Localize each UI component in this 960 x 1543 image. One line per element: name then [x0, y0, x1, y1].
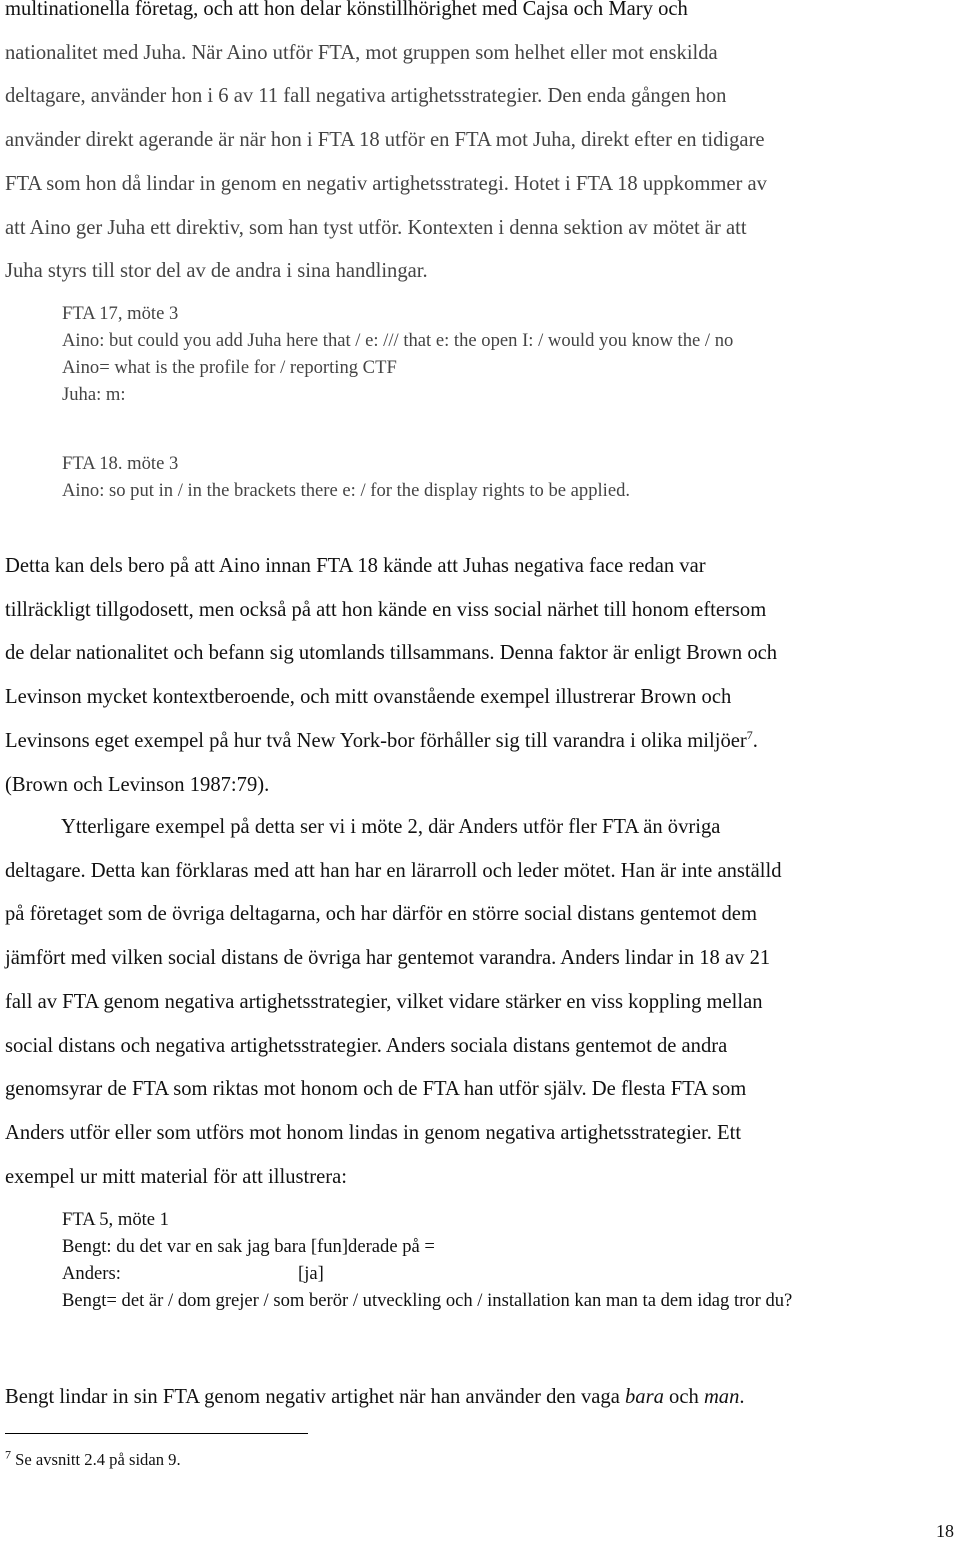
- text-line: använder direkt agerande är när hon i FTA 18 utför en FTA mot Juha, direkt efter en tidigare: [5, 129, 765, 152]
- paragraph-3: [5, 806, 957, 1199]
- text-line: deltagare. Detta kan förklaras med att han har en lärarroll och leder mötet. Han är inte anställd: [5, 859, 782, 882]
- text-line: Levinson mycket kontextberoende, och mitt ovanstående exempel illustrerar Brown och: [5, 686, 732, 709]
- transcript-line: Bengt: du det var en sak jag bara [fun]derade på =: [62, 1236, 435, 1257]
- closing-sentence: [5, 1376, 957, 1420]
- text-line: Ytterligare exempel på detta ser vi i möte 2, där Anders utför fler FTA än övriga: [61, 816, 721, 838]
- text-line: tillräckligt tillgodosett, men också på att hon kände en viss social närhet till honom eftersom: [5, 598, 767, 621]
- page-number: 18: [936, 1521, 954, 1541]
- text-line: multinationella företag, och att hon delar könstillhörighet med Cajsa och Mary och: [5, 0, 688, 20]
- emphasis-word: bara: [625, 1386, 664, 1408]
- text-span: Levinsons eget exempel på hur två New York-bor förhåller sig till varandra i olika miljöer: [5, 729, 747, 752]
- transcript-line: Aino: so put in / in the brackets there e: / for the display rights to be applied.: [62, 480, 631, 501]
- text-span: .: [739, 1386, 745, 1408]
- text-line: nationalitet med Juha. När Aino utför FTA, mot gruppen som helhet eller mot enskilda: [5, 41, 718, 64]
- transcript-line: Juha: m:: [62, 384, 126, 405]
- transcript-line: Aino: but could you add Juha here that / e: /// that e: the open I: / would you know the / no: [62, 330, 734, 351]
- text-line: FTA som hon då lindar in genom en negativ artighetsstrategi. Hotet i FTA 18 uppkommer av: [5, 172, 767, 195]
- text-line: deltagare, använder hon i 6 av 11 fall negativa artighetsstrategier. Den enda gången hon: [5, 85, 727, 108]
- emphasis-word: man: [703, 1386, 740, 1408]
- example-heading: FTA 5, möte 1: [62, 1209, 169, 1230]
- text-line: fall av FTA genom negativa artighetsstrategier, vilket vidare stärker en viss koppling mellan: [5, 990, 763, 1013]
- example-heading: FTA 18. möte 3: [62, 453, 179, 474]
- transcript-text: [ja]: [298, 1263, 324, 1284]
- speaker-label: Anders:: [62, 1263, 121, 1284]
- text-span: Bengt lindar in sin FTA genom negativ artighet när han använder den vaga: [5, 1386, 625, 1408]
- footnote-text: Se avsnitt 2.4 på sidan 9.: [11, 1450, 181, 1469]
- text-line: på företaget som de övriga deltagarna, och har därför en större social distans gentemot dem: [5, 903, 757, 926]
- transcript-example-1: [62, 300, 952, 504]
- text-span: och: [663, 1386, 704, 1408]
- text-line: jämfört med vilken social distans de övriga har gentemot varandra. Anders lindar in 18 av 21: [5, 947, 771, 970]
- text-line: Juha styrs till stor del av de andra i sina handlingar.: [5, 260, 428, 283]
- text-line: [5, 720, 957, 764]
- paragraph-1: [5, 0, 957, 294]
- text-line: exempel ur mitt material för att illustrera:: [5, 1165, 347, 1188]
- text-line: Anders utför eller som utförs mot honom lindas in genom negativa artighetsstrategier. Ett: [5, 1121, 742, 1144]
- paragraph-2: [5, 545, 957, 807]
- footnote-number: 7: [5, 1447, 11, 1462]
- text-line: (Brown och Levinson 1987:79).: [5, 773, 270, 796]
- text-line: att Aino ger Juha ett direktiv, som han tyst utför. Kontexten i denna sektion av mötet är att: [5, 216, 747, 239]
- text-line: genomsyrar de FTA som riktas mot honom och de FTA han utför själv. De flesta FTA som: [5, 1078, 747, 1101]
- footnote: [5, 1447, 181, 1470]
- transcript-line: Bengt= det är / dom grejer / som berör / utveckling och / installation kan man ta dem idag tror du?: [62, 1290, 793, 1311]
- footnote-reference[interactable]: 7: [746, 727, 753, 742]
- footnote-divider: [5, 1433, 308, 1434]
- text-line: de delar nationalitet och befann sig utomlands tillsammans. Denna faktor är enligt Brown och: [5, 642, 778, 665]
- text-line: Detta kan dels bero på att Aino innan FTA 18 kände att Juhas negativa face redan var: [5, 555, 706, 577]
- transcript-example-2: [62, 1206, 952, 1314]
- example-heading: FTA 17, möte 3: [62, 303, 179, 324]
- text-span: .: [752, 729, 758, 752]
- transcript-line: Aino= what is the profile for / reporting CTF: [62, 357, 397, 378]
- transcript-line: [62, 1260, 952, 1287]
- text-line: social distans och negativa artighetsstrategier. Anders sociala distans gentemot de andra: [5, 1034, 728, 1057]
